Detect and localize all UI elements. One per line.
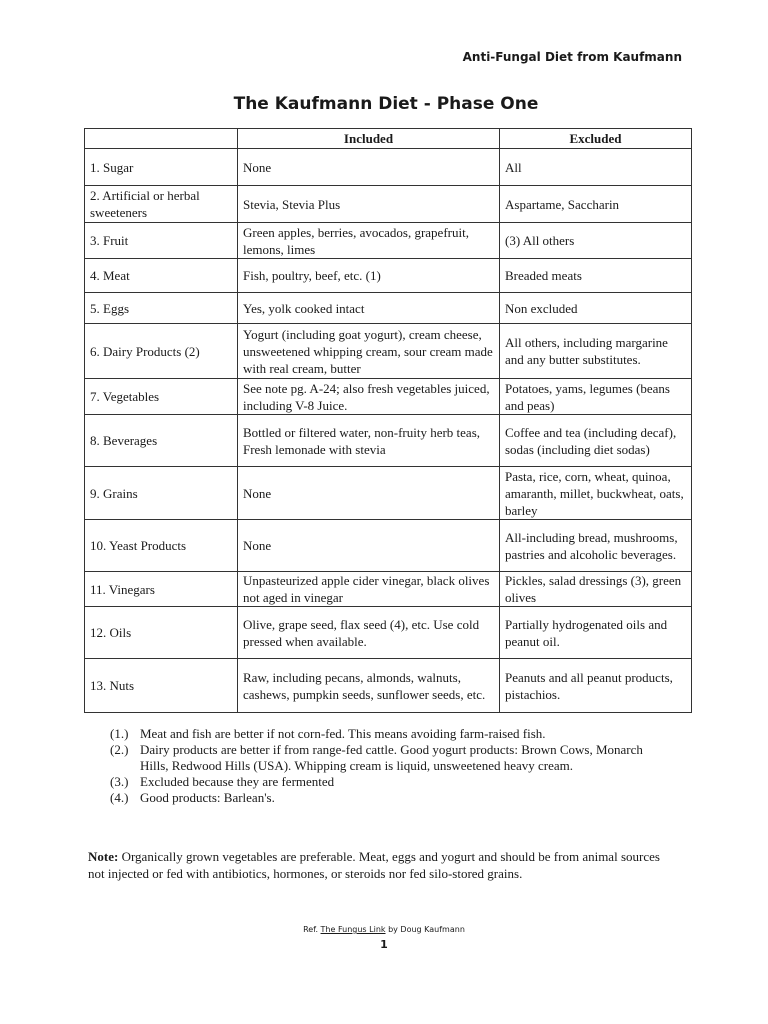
included-cell: None: [238, 520, 500, 572]
note-text: Organically grown vegetables are preferable. Meat, eggs and yogurt and should be from animal sources not injected or fed with antibiotics, hormones, or steroids nor fed silo-stored grains.: [88, 849, 660, 881]
footnotes: [110, 726, 670, 806]
included-cell: Green apples, berries, avocados, grapefruit, lemons, limes: [238, 223, 500, 259]
excluded-cell: Partially hydrogenated oils and peanut oil.: [500, 607, 692, 659]
page-title: The Kaufmann Diet - Phase One: [233, 94, 539, 114]
table-row: [85, 259, 692, 293]
excluded-cell: (3) All others: [500, 223, 692, 259]
included-cell: Olive, grape seed, flax seed (4), etc. Use cold pressed when available.: [238, 607, 500, 659]
footnote: [110, 774, 670, 790]
page-number: 1: [380, 938, 388, 951]
table-row: [85, 379, 692, 415]
footnote-number: (1.): [110, 726, 129, 741]
excluded-cell: Non excluded: [500, 293, 692, 324]
category-cell: 1. Sugar: [85, 149, 238, 186]
excluded-cell: Coffee and tea (including decaf), sodas (including diet sodas): [500, 415, 692, 467]
header-category: [85, 129, 238, 149]
table-row: [85, 520, 692, 572]
included-cell: Unpasteurized apple cider vinegar, black olives not aged in vinegar: [238, 572, 500, 607]
included-cell: Stevia, Stevia Plus: [238, 186, 500, 223]
category-cell: 6. Dairy Products (2): [85, 324, 238, 379]
category-cell: 4. Meat: [85, 259, 238, 293]
footnote-text: Excluded because they are fermented: [140, 774, 335, 789]
excluded-cell: Breaded meats: [500, 259, 692, 293]
header-excluded: Excluded: [500, 129, 692, 149]
included-cell: Yes, yolk cooked intact: [238, 293, 500, 324]
reference-book-title: The Fungus Link: [320, 925, 386, 934]
included-cell: Bottled or filtered water, non-fruity herb teas, Fresh lemonade with stevia: [238, 415, 500, 467]
category-cell: 3. Fruit: [85, 223, 238, 259]
excluded-cell: Pickles, salad dressings (3), green olives: [500, 572, 692, 607]
note-label: Note:: [88, 849, 119, 864]
excluded-cell: All others, including margarine and any butter substitutes.: [500, 324, 692, 379]
table-row: [85, 149, 692, 186]
footnote: [110, 726, 670, 742]
table-row: [85, 186, 692, 223]
footnote-text: Good products: Barlean's.: [140, 790, 275, 805]
category-cell: 13. Nuts: [85, 659, 238, 713]
excluded-cell: All: [500, 149, 692, 186]
table-row: [85, 223, 692, 259]
category-cell: 12. Oils: [85, 607, 238, 659]
footnote-text: Dairy products are better if from range-fed cattle. Good yogurt products: Brown Cows, Monarch Hills, Redwood Hills (USA). Whipping cream is liquid, unsweetened heavy cream.: [140, 742, 643, 773]
table-row: [85, 415, 692, 467]
excluded-cell: Peanuts and all peanut products, pistachios.: [500, 659, 692, 713]
table-row: [85, 659, 692, 713]
included-cell: Yogurt (including goat yogurt), cream cheese, unsweetened whipping cream, sour cream made with real cream, butter: [238, 324, 500, 379]
category-cell: 10. Yeast Products: [85, 520, 238, 572]
category-cell: 8. Beverages: [85, 415, 238, 467]
included-cell: Raw, including pecans, almonds, walnuts, cashews, pumpkin seeds, sunflower seeds, etc.: [238, 659, 500, 713]
footnote: [110, 742, 670, 774]
reference-line: [0, 925, 768, 934]
table-row: [85, 293, 692, 324]
table-row: [85, 324, 692, 379]
footnote-text: Meat and fish are better if not corn-fed. This means avoiding farm-raised fish.: [140, 726, 546, 741]
category-cell: 11. Vinegars: [85, 572, 238, 607]
excluded-cell: Potatoes, yams, legumes (beans and peas): [500, 379, 692, 415]
table-row: [85, 607, 692, 659]
category-cell: 2. Artificial or herbal sweeteners: [85, 186, 238, 223]
excluded-cell: Aspartame, Saccharin: [500, 186, 692, 223]
excluded-cell: Pasta, rice, corn, wheat, quinoa, amaranth, millet, buckwheat, oats, barley: [500, 467, 692, 520]
footnote-number: (4.): [110, 790, 129, 805]
included-cell: See note pg. A-24; also fresh vegetables juiced, including V-8 Juice.: [238, 379, 500, 415]
table-header-row: [85, 129, 692, 149]
table-row: [85, 572, 692, 607]
footnote-number: (3.): [110, 774, 129, 789]
footnote: [110, 790, 670, 806]
reference-prefix: Ref.: [303, 925, 318, 934]
included-cell: Fish, poultry, beef, etc. (1): [238, 259, 500, 293]
diet-table: [84, 128, 692, 713]
excluded-cell: All-including bread, mushrooms, pastries and alcoholic beverages.: [500, 520, 692, 572]
category-cell: 9. Grains: [85, 467, 238, 520]
category-cell: 7. Vegetables: [85, 379, 238, 415]
header-note: Anti-Fungal Diet from Kaufmann: [462, 50, 682, 64]
category-cell: 5. Eggs: [85, 293, 238, 324]
included-cell: None: [238, 467, 500, 520]
included-cell: None: [238, 149, 500, 186]
table-row: [85, 467, 692, 520]
general-note: [88, 848, 678, 882]
header-included: Included: [238, 129, 500, 149]
footnote-number: (2.): [110, 742, 129, 757]
reference-suffix: by Doug Kaufmann: [388, 925, 465, 934]
